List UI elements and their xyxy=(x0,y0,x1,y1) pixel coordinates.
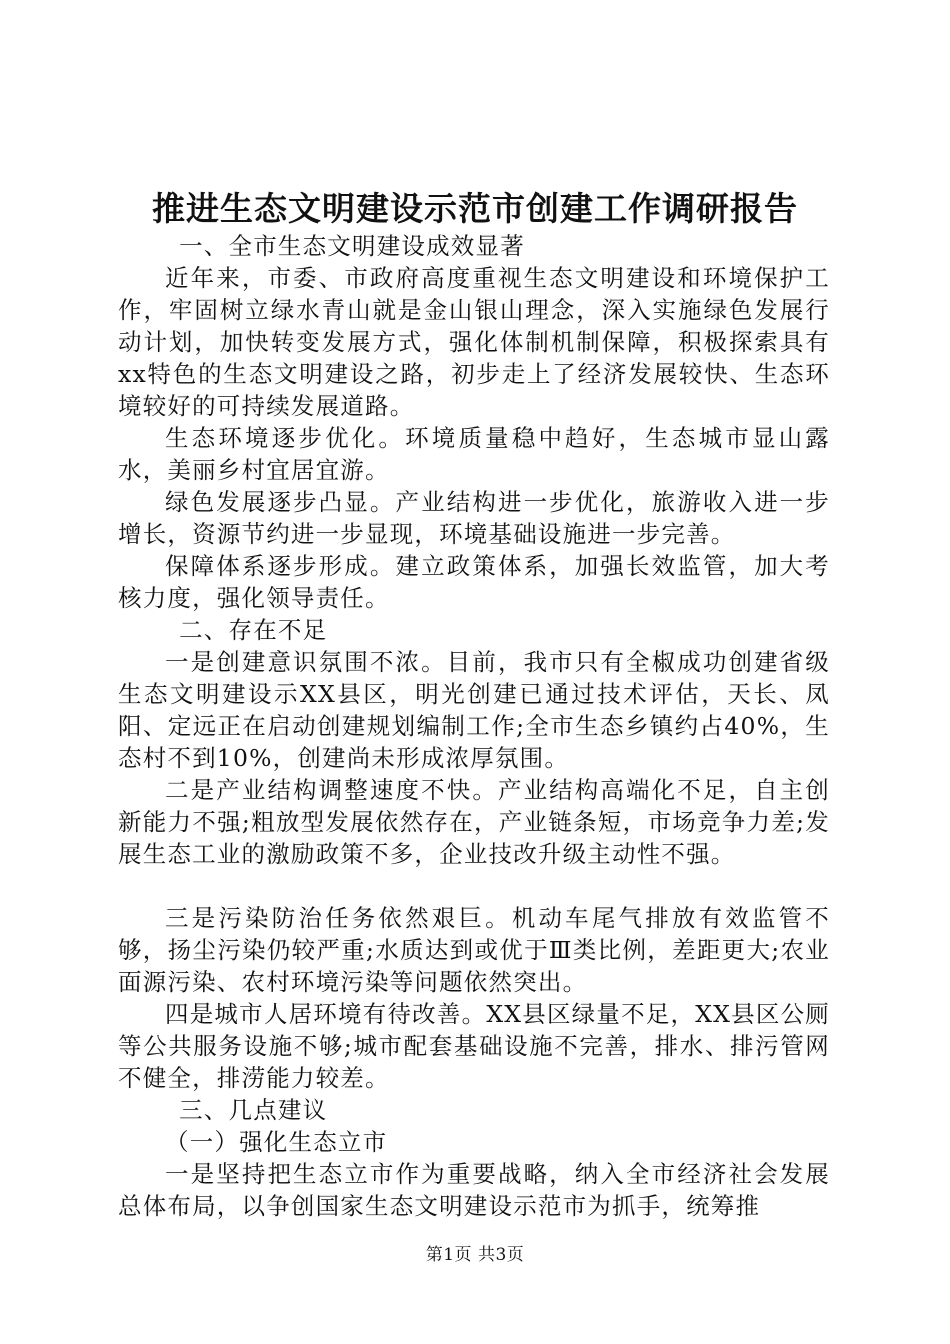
page-footer: 第1页 共3页 xyxy=(425,1245,525,1265)
paragraph-ecology: 生态环境逐步优化。环境质量稳中趋好，生态城市显山露水，美丽乡村宜居宜游。 xyxy=(118,424,830,484)
paragraph-green-development: 绿色发展逐步凸显。产业结构进一步优化，旅游收入进一步增长，资源节约进一步显现，环境基础设施进一步完善。 xyxy=(118,488,830,548)
paragraph-overview: 近年来，市委、市政府高度重视生态文明建设和环境保护工作，牢固树立绿水青山就是金山银山理念，深入实施绿色发展行动计划，加快转变发展方式，强化体制机制保障，积极探索具有xx特色的生态文明建设之路，初步走上了经济发展较快、生态环境较好的可持续发展道路。 xyxy=(118,264,830,420)
document-title: 推进生态文明建设示范市创建工作调研报告 xyxy=(152,189,798,228)
paragraph-issue-1: 一是创建意识氛围不浓。目前，我市只有全椒成功创建省级生态文明建设示XX县区，明光创建已通过技术评估，天长、凤阳、定远正在启动创建规划编制工作;全市生态乡镇约占40%，生态村不到10%，创建尚未形成浓厚氛围。 xyxy=(118,648,830,772)
subsection-heading-1: （一）强化生态立市 xyxy=(165,1128,388,1156)
section-heading-3: 三、几点建议 xyxy=(179,1096,328,1124)
document-body xyxy=(118,230,830,1222)
paragraph-issue-4: 四是城市人居环境有待改善。XX县区绿量不足，XX县区公厕等公共服务设施不够;城市配套基础设施不完善，排水、排污管网不健全，排涝能力较差。 xyxy=(118,1000,830,1092)
paragraph-issue-3: 三是污染防治任务依然艰巨。机动车尾气排放有效监管不够，扬尘污染仍较严重;水质达到或优于Ⅲ类比例，差距更大;农业面源污染、农村环境污染等问题依然突出。 xyxy=(118,904,830,996)
paragraph-suggestion-1: 一是坚持把生态立市作为重要战略，纳入全市经济社会发展总体布局，以争创国家生态文明建设示范市为抓手，统筹推 xyxy=(118,1160,830,1220)
paragraph-guarantee-system: 保障体系逐步形成。建立政策体系，加强长效监管，加大考核力度，强化领导责任。 xyxy=(118,552,830,612)
paragraph-issue-2: 二是产业结构调整速度不快。产业结构高端化不足，自主创新能力不强;粗放型发展依然存在，产业链条短，市场竞争力差;发展生态工业的激励政策不多，企业技改升级主动性不强。 xyxy=(118,776,830,868)
section-heading-1: 一、全市生态文明建设成效显著 xyxy=(179,232,525,260)
section-heading-2: 二、存在不足 xyxy=(179,616,328,644)
